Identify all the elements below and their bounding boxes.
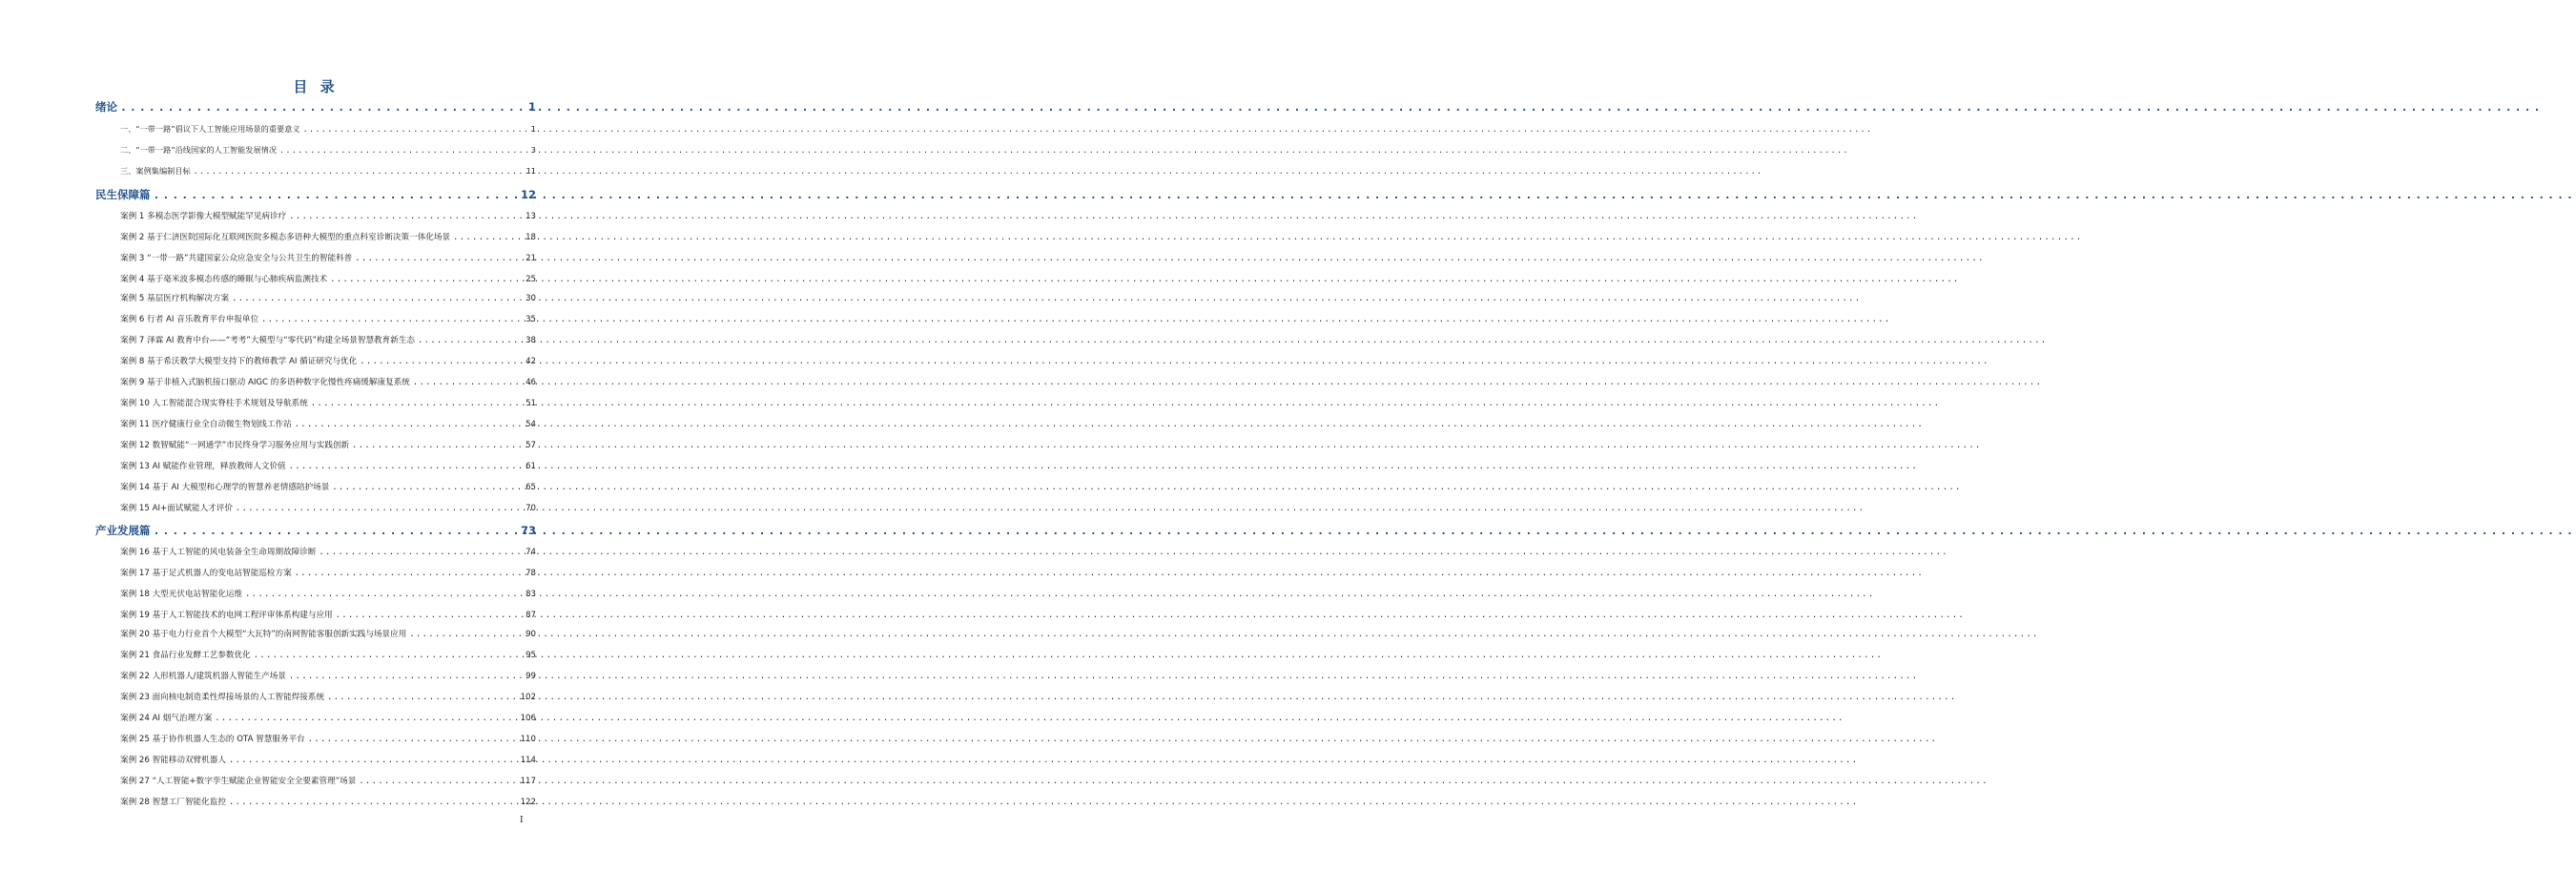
toc-entry-label: 案例 26 智能移动双臂机器人	[120, 756, 226, 765]
dot-leader	[261, 315, 523, 324]
toc-entry[interactable]	[120, 609, 536, 620]
toc-entry-page: 106	[520, 714, 536, 723]
toc-entry-label: 一、“一带一路”倡议下人工智能应用场景的重要意义	[120, 124, 300, 134]
dot-leader	[336, 611, 523, 620]
toc-entry-page: 117	[520, 777, 536, 786]
toc-entry-page: 3	[530, 145, 536, 155]
toc-entry[interactable]	[120, 376, 536, 387]
dot-leader	[308, 735, 518, 744]
toc-entry-page: 90	[526, 630, 536, 639]
toc-entry-page: 13	[526, 212, 536, 221]
toc-entry-label: 产业发展篇	[95, 524, 151, 537]
toc-entry-label: 案例 15 AI+面试赋能人才评价	[120, 504, 233, 513]
dot-leader	[154, 188, 518, 201]
toc-entry-page: 30	[526, 294, 536, 303]
dot-leader	[289, 672, 523, 681]
dot-leader	[229, 756, 518, 765]
toc-entry[interactable]	[120, 210, 536, 221]
toc-entry-label: 三、案例集编制目标	[120, 166, 191, 176]
toc-entry[interactable]	[120, 252, 536, 263]
toc-entry-page: 61	[526, 462, 536, 471]
toc-entry-label: 案例 18 大型光伏电站智能化运维	[120, 590, 243, 599]
toc-entry-label: 案例 22 人形机器人/建筑机器人智能生产场景	[120, 672, 286, 681]
toc-entry-page: 73	[520, 524, 536, 537]
toc-entry-label: 案例 20 基于电力行业首个大模型“大瓦特”的南网智能客服创新实践与场景应用	[120, 630, 407, 639]
dot-leader	[229, 798, 518, 807]
toc-entry[interactable]	[120, 418, 536, 429]
toc-entry-page: 122	[520, 798, 536, 807]
dot-leader	[289, 462, 523, 471]
toc-entry-page: 78	[526, 569, 536, 578]
dot-leader	[453, 233, 523, 242]
dot-leader	[360, 357, 523, 366]
dot-leader	[311, 399, 523, 408]
toc-entry[interactable]	[120, 567, 536, 578]
table-of-contents	[0, 0, 631, 893]
toc-entry[interactable]	[120, 313, 536, 324]
toc-entry-label: 案例 10 人工智能混合现实脊柱手术规划及导航系统	[120, 399, 308, 408]
toc-section[interactable]	[95, 187, 536, 202]
toc-entry-label: 案例 25 基于协作机器人生态的 OTA 智慧服务平台	[120, 735, 305, 744]
toc-entry-label: 案例 11 医疗健康行业全自动微生物划线工作站	[120, 420, 292, 429]
dot-leader	[409, 630, 523, 639]
dot-leader	[319, 548, 523, 557]
toc-entry-page: 25	[526, 275, 536, 284]
toc-entry[interactable]	[120, 231, 536, 242]
toc-entry[interactable]	[120, 546, 536, 557]
toc-entry-label: 案例 5 基层医疗机构解决方案	[120, 294, 230, 303]
toc-entry-page: 95	[526, 651, 536, 660]
toc-entry-page: 110	[520, 735, 536, 744]
toc-entry[interactable]	[120, 754, 536, 765]
dot-leader	[194, 166, 524, 176]
toc-entry-page: 42	[526, 357, 536, 366]
toc-entry-page: 99	[526, 672, 536, 681]
toc-entry[interactable]	[120, 775, 536, 786]
toc-entry[interactable]	[120, 397, 536, 408]
dot-leader	[359, 777, 517, 786]
toc-entry-page: 1	[530, 124, 536, 134]
toc-entry-label: 案例 12 数智赋能“一网通学”市民终身学习服务应用与实践创新	[120, 441, 350, 450]
toc-entry[interactable]	[120, 439, 536, 450]
toc-entry-label: 民生保障篇	[95, 188, 151, 201]
dot-leader	[254, 651, 523, 660]
toc-entry-page: 54	[526, 420, 536, 429]
toc-entry[interactable]	[120, 355, 536, 366]
toc-entry[interactable]	[120, 649, 536, 660]
toc-entry-page: 102	[520, 693, 536, 702]
toc-entry-label: 案例 6 行者 AI 音乐教育平台申报单位	[120, 315, 259, 324]
dot-leader	[295, 569, 523, 578]
toc-entry-page: 35	[526, 315, 536, 324]
dot-leader	[332, 483, 523, 492]
toc-entry-label: 案例 24 AI 烟气治理方案	[120, 714, 213, 723]
toc-entry[interactable]	[120, 691, 536, 702]
toc-entry-page: 46	[526, 378, 536, 387]
toc-entry-page: 51	[526, 399, 536, 408]
toc-entry-label: 案例 7 泽霖 AI 教育中台——“考考”大模型与“零代码”构建全场景智慧教育新生态	[120, 336, 416, 345]
dot-leader	[418, 336, 523, 345]
toc-entry-label: 二、“一带一路”沿线国家的人工智能发展情况	[120, 145, 278, 155]
dot-leader	[279, 145, 528, 155]
dot-leader	[289, 212, 523, 221]
toc-entry-page: 38	[526, 336, 536, 345]
dot-leader	[245, 590, 523, 599]
dot-leader	[154, 524, 518, 537]
toc-entry[interactable]	[120, 670, 536, 681]
toc-entry[interactable]	[120, 712, 536, 723]
toc-entry-label: 案例 28 智慧工厂智能化监控	[120, 798, 226, 807]
toc-entry-page: 70	[526, 504, 536, 513]
dot-leader	[330, 275, 523, 284]
toc-entry[interactable]	[120, 124, 536, 135]
dot-leader	[355, 254, 523, 263]
toc-entry-label: 案例 8 基于希沃教学大模型支持下的教师教学 AI 循证研究与优化	[120, 357, 358, 366]
toc-entry-label: 案例 2 基于仁济医院国际化互联网医院多模态多语种大模型的重点科室诊断决策一体化场景	[120, 233, 451, 242]
toc-entry-label: 案例 21 食品行业发酵工艺参数优化	[120, 651, 251, 660]
toc-entry[interactable]	[120, 334, 536, 345]
toc-entry[interactable]	[120, 273, 536, 284]
toc-entry-page: 83	[526, 590, 536, 599]
toc-entry-label: 案例 9 基于非植入式脑机接口驱动 AIGC 的多语种数字化慢性疼痛缓解康复系统	[120, 378, 410, 387]
toc-entry-label: 案例 3 “一带一路”共建国家公众应急安全与公共卫生的智能科普	[120, 254, 353, 263]
toc-entry-page: 1	[527, 100, 536, 114]
toc-entry-page: 65	[526, 483, 536, 492]
toc-entry-page: 74	[526, 548, 536, 557]
toc-entry-label: 案例 1 多模态医学影像大模型赋能罕见病诊疗	[120, 212, 287, 221]
dot-leader	[232, 294, 523, 303]
toc-entry-page: 21	[526, 254, 536, 263]
toc-entry[interactable]	[120, 628, 536, 639]
dot-leader	[215, 714, 517, 723]
toc-entry[interactable]	[120, 166, 536, 177]
dot-leader	[236, 504, 523, 513]
toc-entry[interactable]	[120, 460, 536, 471]
toc-entry-page: 18	[526, 233, 536, 242]
dot-leader	[295, 420, 523, 429]
toc-entry[interactable]	[120, 588, 536, 599]
toc-section[interactable]	[95, 99, 536, 114]
toc-title: 目 录	[293, 78, 339, 95]
toc-entry-label: 案例 16 基于人工智能的风电装备全生命周期故障诊断	[120, 548, 317, 557]
dot-leader	[303, 124, 528, 134]
toc-entry-label: 绪论	[95, 100, 117, 114]
page-number: I	[520, 816, 524, 825]
toc-entry[interactable]	[120, 292, 536, 303]
toc-entry[interactable]	[120, 502, 536, 513]
dot-leader	[413, 378, 523, 387]
toc-entry-label: 案例 14 基于 AI 大模型和心理学的智慧养老情感陪护场景	[120, 483, 330, 492]
toc-entry-page: 12	[520, 188, 536, 201]
toc-entry[interactable]	[120, 145, 536, 156]
toc-entry-label: 案例 4 基于毫米波多模态传感的睡眠与心肺疾病监测技术	[120, 275, 328, 284]
dot-leader	[327, 693, 518, 702]
toc-entry-page: 57	[526, 441, 536, 450]
dot-leader	[352, 441, 523, 450]
toc-entry[interactable]	[120, 733, 536, 744]
toc-section[interactable]	[95, 523, 536, 538]
toc-entry-label: 案例 17 基于足式机器人的变电站智能巡检方案	[120, 569, 292, 578]
toc-entry-page: 87	[526, 611, 536, 620]
toc-entry-label: 案例 27 “人工智能+数字孪生赋能企业智能安全全要素管理”场景	[120, 777, 357, 786]
toc-entry-page: 114	[520, 756, 536, 765]
toc-entry[interactable]	[120, 481, 536, 492]
toc-entry-label: 案例 13 AI 赋能作业管理，释放教师人文价值	[120, 462, 286, 471]
toc-entry-page: 11	[526, 166, 536, 176]
toc-entry-label: 案例 23 面向核电制造柔性焊接场景的人工智能焊接系统	[120, 693, 325, 702]
dot-leader	[120, 100, 526, 114]
toc-entry-label: 案例 19 基于人工智能技术的电网工程评审体系构建与应用	[120, 611, 333, 620]
toc-entry[interactable]	[120, 796, 536, 807]
